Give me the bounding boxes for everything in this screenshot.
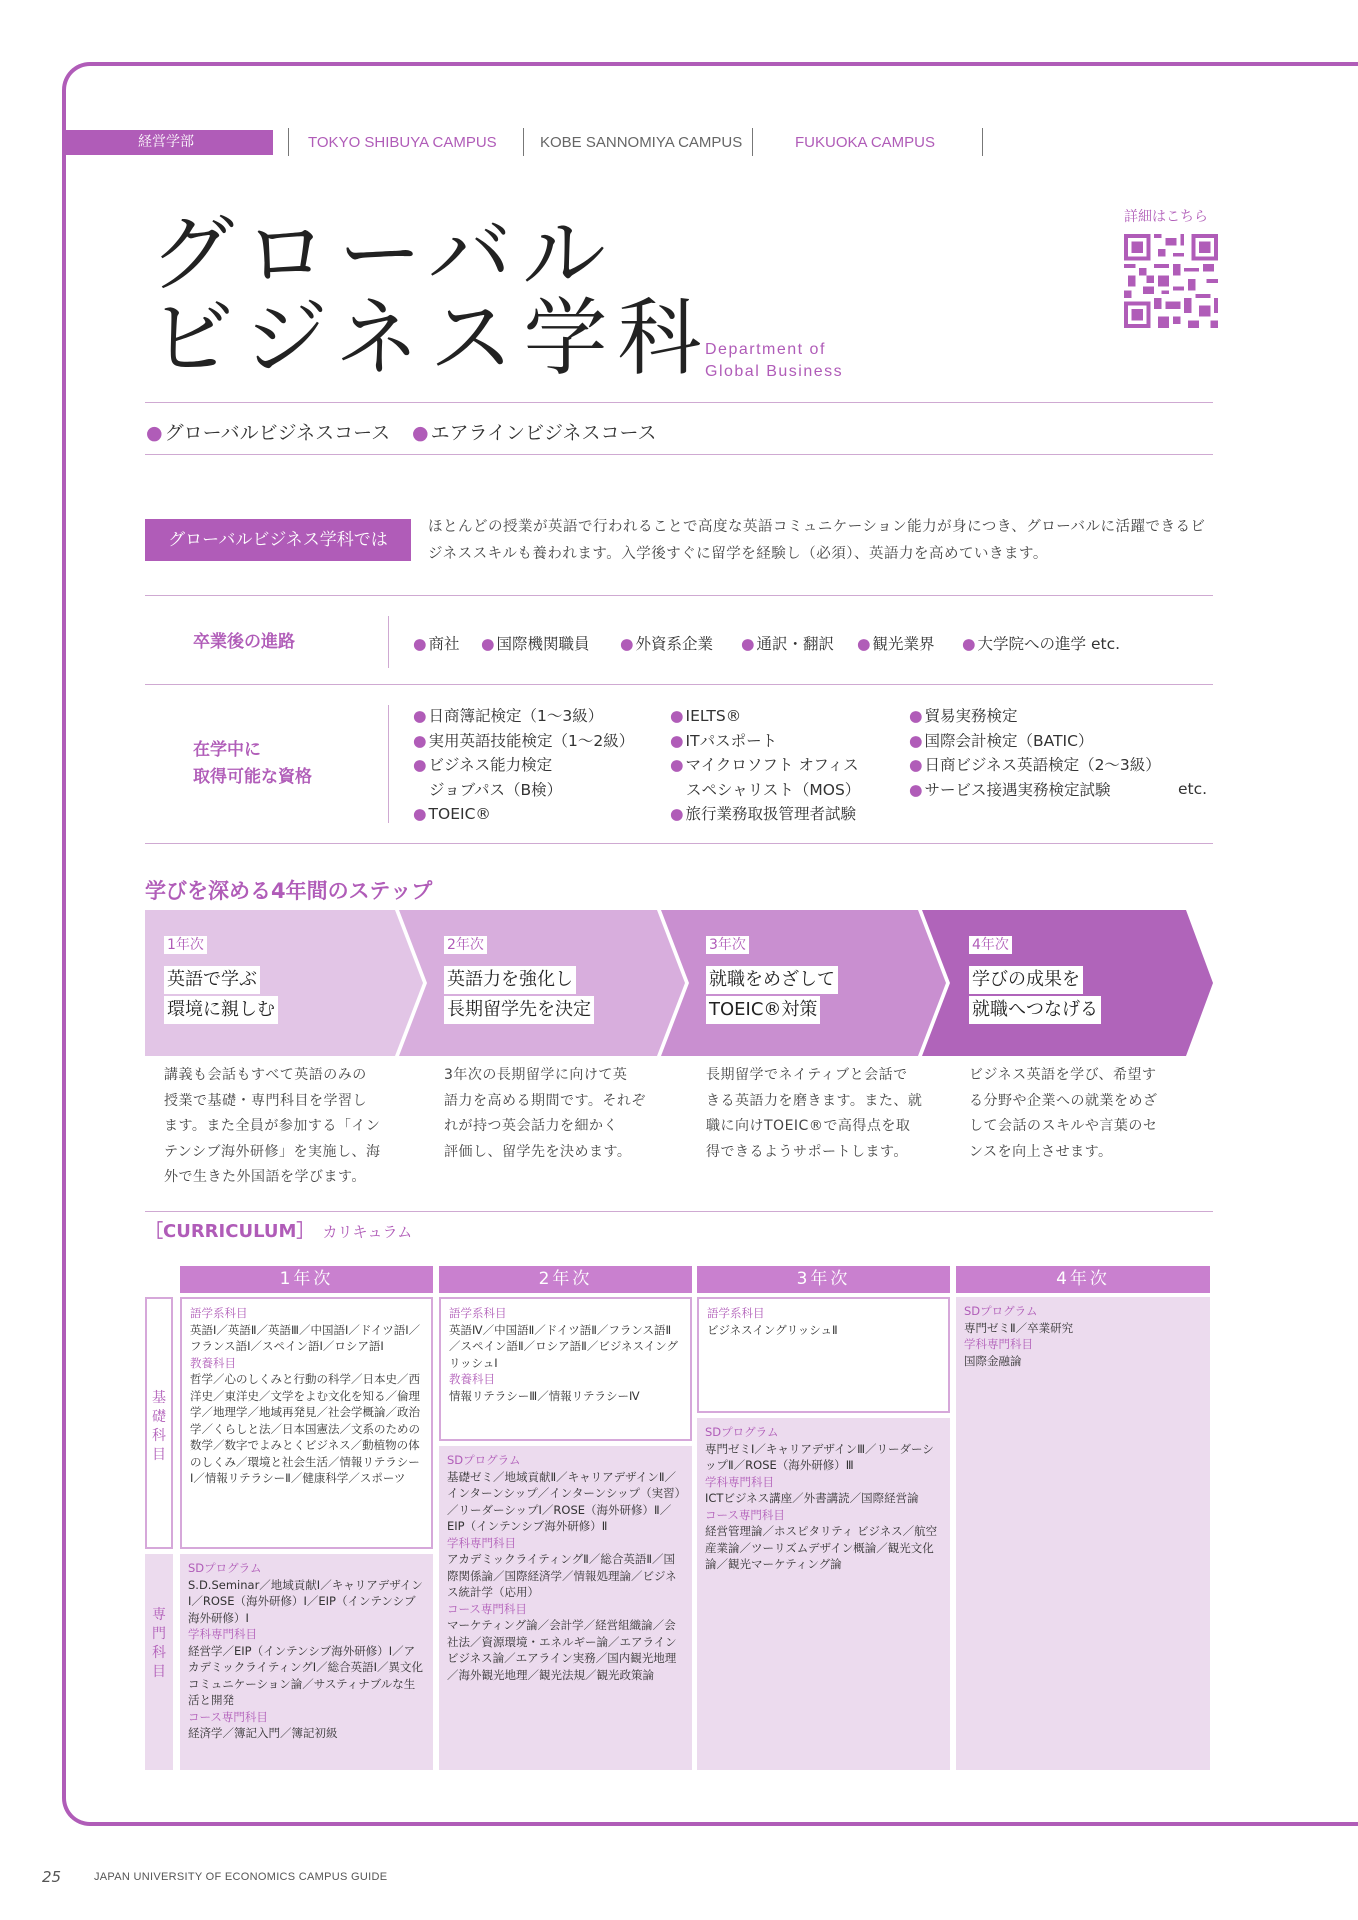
category-subjects: 情報リテラシーⅢ／情報リテラシーⅣ [449,1388,640,1403]
year-header-1: 1年次 [180,1266,433,1293]
category-heading: 語学系科目 [449,1306,507,1320]
curriculum-y3-kiso [697,1297,950,1413]
qualification-item: ● TOEIC® [413,802,634,827]
career-item: ● 国際機関職員 [481,632,590,654]
step-caption: 学びの成果を [969,966,1083,994]
qualification-item: ● マイクロソフト オフィス [670,753,860,778]
desc-line: ます。また全員が参加する「イン [164,1118,381,1134]
divider [145,454,1213,455]
curriculum-heading-jp: カリキュラム [322,1223,413,1241]
qualification-item: ● サービス接遇実務検定試験 [909,778,1161,803]
qr-label: 詳細はこちら [1124,209,1208,225]
divider [752,128,753,156]
category-subjects: S.D.Seminar／地域貢献Ⅰ／キャリアデザインⅠ／ROSE（海外研修）Ⅰ／EIP（インテンシブ海外研修）Ⅰ [188,1577,423,1625]
category-subjects: 英語Ⅳ／中国語Ⅱ／ドイツ語Ⅱ／フランス語Ⅱ／スペイン語Ⅱ／ロシア語Ⅱ／ビジネスイングリッシュⅠ [449,1322,679,1370]
divider [145,843,1213,844]
career-label: 卒業後の進路 [193,632,295,652]
desc-line: 職に向けTOEIC®で高得点を取 [706,1118,911,1134]
campus-kobe: KOBE SANNOMIYA CAMPUS [540,134,743,151]
curriculum-y3-senmon [697,1418,950,1770]
category-heading: 教養科目 [449,1372,495,1386]
qualification-item: ● ITパスポート [670,729,860,754]
career-item: ● 商社 [413,632,460,654]
category-subjects: 基礎ゼミ／地域貢献Ⅱ／キャリアデザインⅡ／インターンシップ／インターンシップ（実習）／リーダーシップⅠ／ROSE（海外研修）Ⅱ／EIP（インテンシブ海外研修）Ⅱ [447,1469,681,1533]
qualifications-label-2: 取得可能な資格 [193,767,312,787]
step-year: 4年次 [969,936,1012,954]
page-title-line1: グローバル [150,205,616,303]
divider [145,595,1213,596]
category-heading: 学科専門科目 [964,1337,1033,1351]
desc-line: 得できるようサポートします。 [706,1143,908,1160]
desc-line: ンスを向上させます。 [969,1143,1113,1160]
divider [982,128,983,156]
category-subjects: 国際金融論 [964,1353,1022,1368]
category-heading: 語学系科目 [190,1306,248,1320]
category-heading: 学科専門科目 [447,1535,516,1550]
curriculum-y2-senmon [439,1446,692,1770]
category-subjects: 英語Ⅰ／英語Ⅱ／英語Ⅲ／中国語Ⅰ／ドイツ語Ⅰ／フランス語Ⅰ／スペイン語Ⅰ／ロシア語Ⅰ [190,1322,421,1353]
category-heading: 語学系科目 [707,1306,765,1320]
steps-heading: 学びを深める4年間のステップ [145,879,433,903]
divider [388,616,389,668]
footer-text: JAPAN UNIVERSITY OF ECONOMICS CAMPUS GUIDE [94,1871,388,1883]
qualification-item: ● IELTS® [670,704,860,729]
side-label-text: 専門科目 [152,1607,166,1680]
category-subjects: 哲学／心のしくみと行動の科学／日本史／西洋史／東洋史／文学をよむ文化を知る／倫理学／地理学／地域再発見／社会学概論／政治学／くらしと法／日本国憲法／文系のための数学／数字でよみとくビジネス／動植物の体のしくみ／環境と社会生活／情報リテラシーⅠ／情報リテラシーⅡ／健康科学／スポーツ [190,1372,420,1485]
desc-line: れが持つ英会話力を細かく [444,1118,618,1134]
department-tag: 経営学部 [66,130,273,155]
step-caption: 就職をめざして [706,966,838,994]
step-caption: 英語で学ぶ [164,966,260,994]
divider [288,128,289,156]
step-1-description [164,1063,380,1191]
qualification-item: ● 国際会計検定（BATIC） [909,729,1161,754]
category-subjects: 専門ゼミⅠ／キャリアデザインⅢ／リーダーシップⅡ／ROSE（海外研修）Ⅲ [705,1441,934,1472]
desc-line: きる英語力を磨きます。また、就 [706,1092,923,1109]
category-subjects: ビジネスイングリッシュⅡ [707,1322,838,1337]
step-year: 2年次 [444,936,487,954]
career-item: ● 観光業界 [857,632,935,654]
divider [145,1211,1213,1212]
step-3 [706,934,838,1026]
category-heading: 学科専門科目 [188,1627,257,1641]
category-subjects: ICTビジネス講座／外書講読／国際経営論 [705,1491,919,1505]
curriculum-y2-kiso [439,1297,692,1441]
side-label-text: 基礎科目 [152,1390,166,1463]
campus-tokyo: TOKYO SHIBUYA CAMPUS [308,134,497,151]
divider [388,705,389,823]
qualification-item: ● 日商ビジネス英語検定（2～3級） [909,753,1161,778]
desc-line: る分野や企業への就業をめざ [969,1092,1158,1109]
desc-line: ビジネス英語を学び、希望す [969,1067,1157,1083]
qualification-item: ● 貿易実務検定 [909,704,1161,729]
qualifications-etc: etc. [1178,780,1208,798]
divider [145,684,1213,685]
desc-line: 3年次の長期留学に向けて英 [444,1067,628,1083]
category-heading: SDプログラム [447,1453,521,1467]
desc-line: 語力を高める期間です。それぞ [444,1092,646,1109]
step-2-description [444,1063,646,1165]
qualification-item: ● 実用英語技能検定（1～2級） [413,729,634,754]
desc-line: 評価し、留学先を決めます。 [444,1143,632,1160]
qualification-item: ● 日商簿記検定（1～3級） [413,704,634,729]
desc-line: テンシブ海外研修」を実施し、海 [164,1143,381,1160]
desc-line: 授業で基礎・専門科目を学習し [164,1092,367,1109]
intro-tag: グローバルビジネス学科では [145,519,411,561]
step-year: 1年次 [164,936,207,954]
side-label-kiso [145,1297,173,1549]
curriculum-y1-senmon [180,1554,433,1770]
step-year: 3年次 [706,936,749,954]
category-heading: 学科専門科目 [705,1474,774,1489]
desc-line: して会話のスキルや言葉のセ [969,1118,1158,1134]
title-english-1: Department of [705,341,826,358]
qualifications-label-1: 在学中に [193,740,261,760]
step-caption: 英語力を強化し [444,966,576,994]
category-subjects: 経営学／EIP（インテンシブ海外研修）Ⅰ／アカデミックライティングⅠ／総合英語Ⅰ／異文化コミュニケーション論／サスティナブルな生活と開発 [188,1643,424,1707]
qr-code-icon[interactable] [1124,234,1218,328]
qualifications-col3 [909,704,1161,802]
year-header-3: 3年次 [697,1266,950,1293]
curriculum-heading [145,1217,412,1243]
course-global-business: ● グローバルビジネスコース [146,418,390,445]
step-3-description [706,1063,922,1165]
qualification-item: ● ビジネス能力検定 [413,753,634,778]
category-subjects: 専門ゼミⅡ／卒業研究 [964,1320,1074,1335]
curriculum-heading-en: ［CURRICULUM］ [145,1221,315,1242]
year-header-2: 2年次 [439,1266,692,1293]
step-4-description [969,1063,1158,1165]
step-caption: 長期留学先を決定 [444,996,594,1024]
category-subjects: 経済学／簿記入門／簿記初級 [188,1726,338,1740]
year-header-4: 4年次 [956,1266,1210,1293]
qualifications-col1 [413,704,634,827]
career-item: ● 大学院への進学 etc. [962,632,1120,654]
step-caption: TOEIC®対策 [706,996,820,1024]
divider [145,402,1213,403]
category-heading: コース専門科目 [188,1709,268,1724]
course-airline-business: ● エアラインビジネスコース [412,418,657,445]
step-1 [164,934,278,1026]
page-number: 25 [42,1868,62,1886]
step-2 [444,934,594,1026]
desc-line: 長期留学でネイティブと会話で [706,1067,908,1083]
title-english-2: Global Business [705,363,844,380]
page-title-line2: ビジネス学科 [150,289,712,387]
side-label-senmon [145,1554,173,1770]
campus-fukuoka: FUKUOKA CAMPUS [795,134,936,151]
step-4 [969,934,1101,1026]
qualifications-col2 [670,704,860,827]
career-item: ● 外資系企業 [620,632,713,654]
qualification-item: ● 旅行業務取扱管理者試験 [670,802,860,827]
category-heading: コース専門科目 [705,1507,785,1522]
category-heading: SDプログラム [964,1304,1038,1318]
category-subjects: アカデミックライティングⅡ／総合英語Ⅱ／国際関係論／国際経済学／情報処理論／ビジネス統計学（応用） [447,1552,677,1599]
category-heading: SDプログラム [705,1425,779,1439]
step-caption: 就職へつなげる [969,996,1101,1024]
career-item: ● 通訳・翻訳 [741,632,834,654]
curriculum-y1-kiso [180,1297,433,1549]
divider [523,128,524,156]
category-heading: 教養科目 [190,1355,236,1370]
curriculum-y4 [956,1297,1210,1770]
category-subjects: マーケティング論／会計学／経営組織論／会社法／資源環境・エネルギー論／エアラインビジネス論／エアライン実務／国内観光地理／海外観光地理／観光法規／観光政策論 [447,1618,677,1682]
qualification-item: スペシャリスト（MOS） [686,780,861,799]
category-heading: コース専門科目 [447,1601,527,1616]
desc-line: 外で生きた外国語を学びます。 [164,1169,366,1185]
intro-text: ほとんどの授業が英語で行われることで高度な英語コミュニケーション能力が身につき、グローバルに活躍できるビジネススキルも養われます。入学後すぐに留学を経験し（必須）、英語力を高めていきます。 [428,519,1206,562]
category-subjects: 経営管理論／ホスピタリティ ビジネス／航空産業論／ツーリズムデザイン概論／観光文化論／観光マーケティング論 [705,1524,938,1571]
desc-line: 講義も会話もすべて英語のみの [164,1067,367,1083]
category-heading: SDプログラム [188,1561,262,1575]
qualification-item: ジョブパス（B検） [429,780,563,799]
step-caption: 環境に親しむ [164,996,278,1024]
